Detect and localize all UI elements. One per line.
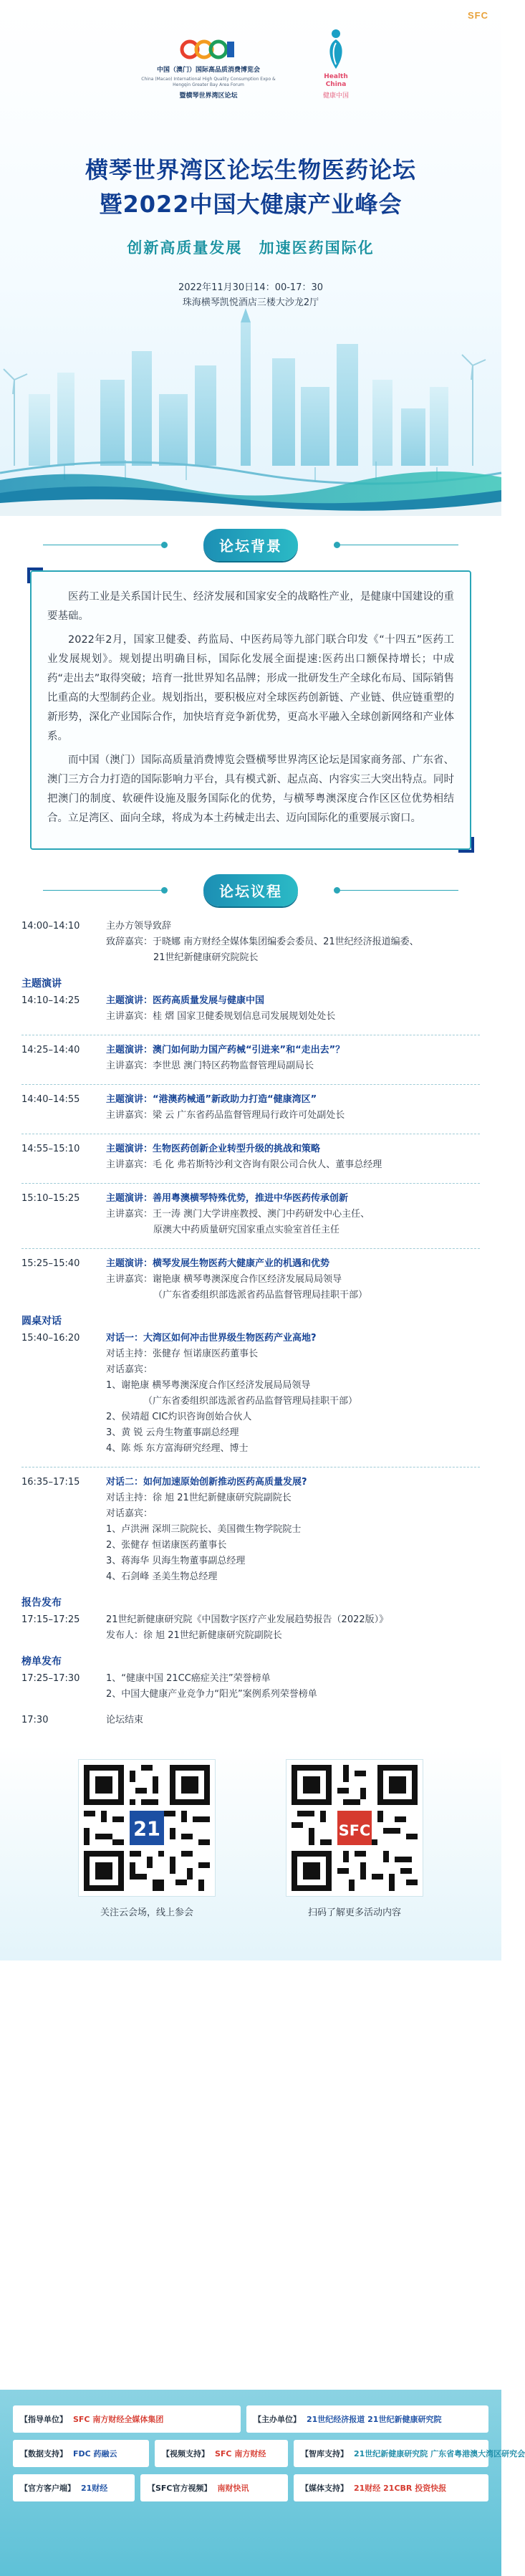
agenda-speaker: 致辞嘉宾：于晓娜 南方财经全媒体集团编委会委员、21世纪经济报道编委、 — [106, 937, 419, 947]
sponsor-label: 【媒体支持】 — [301, 2484, 348, 2493]
sponsor-label: 【智库支持】 — [301, 2449, 348, 2458]
agenda-time: 14:25–14:40 — [21, 1045, 80, 1055]
agenda-time: 15:40–16:20 — [21, 1333, 80, 1344]
agenda-title: 主题演讲：澳门如何助力国产药械“引进来”和“走出去”？ — [106, 1045, 345, 1055]
cice-english-name: China (Macao) International High Quality Consumption Expo & Hengqin Greater Bay Area Forum — [141, 77, 276, 87]
agenda-speaker: 主讲嘉宾：桂 熠 国家卫健委规划信息司发展规划处处长 — [106, 1011, 336, 1022]
sponsor-cell — [13, 2474, 135, 2501]
sponsor-label: 【SFC官方视频】 — [148, 2484, 212, 2493]
china-word: China — [325, 81, 347, 88]
agenda-title: 主题演讲：“港澳药械通”新政助力打造“健康湾区” — [106, 1094, 317, 1105]
agenda-speaker-extra: （广东省委组织部选派省药品监督管理局挂职干部） — [153, 1290, 368, 1301]
sponsor-row — [13, 2405, 488, 2433]
agenda-moderator: 对话主持：张健存 恒诺康医药董事长 — [106, 1349, 259, 1359]
sponsor-cell — [155, 2440, 288, 2467]
sponsor-row — [13, 2474, 488, 2501]
agenda-title: 对话二：如何加速原始创新推动医药高质量发展? — [106, 1477, 307, 1488]
agenda-time: 14:55–15:10 — [21, 1144, 80, 1154]
agenda-title: 对话一：大湾区如何冲击世界级生物医药产业高地? — [106, 1333, 317, 1344]
event-venue: 珠海横琴凯悦酒店三楼大沙龙2厅 — [182, 297, 319, 308]
event-date: 2022年11月30日14：00-17：30 — [178, 282, 324, 293]
agenda-guest-label: 对话嘉宾： — [106, 1364, 153, 1375]
health-china-cn: 健康中国 — [322, 92, 349, 100]
sfc-corner-logo: SFC — [468, 10, 488, 21]
health-china-logo — [307, 29, 365, 100]
sponsor-label: 【官方客户端】 — [20, 2484, 75, 2493]
agenda-time: 15:10–15:25 — [21, 1193, 80, 1204]
agenda-title: 主办方领导致辞 — [106, 921, 172, 932]
agenda-time: 14:10–14:25 — [21, 995, 80, 1006]
agenda-speaker: 发布人：徐 旭 21世纪新健康研究院副院长 — [106, 1630, 282, 1641]
svg-text:21: 21 — [133, 1818, 160, 1841]
agenda-speaker-extra: 原澳大中药质量研究国家重点实验室首任主任 — [153, 1225, 340, 1235]
cice-mark-icon — [180, 37, 237, 62]
agenda-category-roundtable: 圆桌对话 — [21, 1316, 62, 1327]
sponsor-label: 【数据支持】 — [20, 2449, 67, 2458]
sponsor-cell — [13, 2440, 149, 2467]
agenda-guest-extra: （广东省委组织部选派省药品监督管理局挂职干部） — [143, 1396, 358, 1407]
sponsor-label: 【主办单位】 — [254, 2415, 301, 2424]
agenda-item-keynote — [21, 1191, 480, 1238]
agenda-time: 15:25–15:40 — [21, 1258, 80, 1269]
sponsor-logo: FDC 药融云 — [73, 2449, 117, 2458]
qr-more-caption: 扫码了解更多活动内容 — [307, 1907, 401, 1918]
background-heading-label: 论坛背景 — [203, 529, 298, 561]
agenda-guest: 4、石剑峰 圣美生物总经理 — [106, 1571, 218, 1582]
agenda-guest: 2、侯靖超 CIC灼识咨询创始合伙人 — [106, 1412, 252, 1422]
agenda-guest: 2、张健存 恒诺康医药董事长 — [106, 1540, 227, 1551]
agenda-item-keynote — [21, 1141, 480, 1173]
agenda-list-item: 1、“健康中国 21CC癌症关注”荣誉榜单 — [106, 1673, 271, 1684]
agenda-item-opening — [21, 919, 480, 966]
svg-text:SFC: SFC — [338, 1821, 371, 1839]
cice-name: 中国（澳门）国际高品质消费博览会 — [156, 67, 260, 74]
agenda-item-list — [21, 1671, 480, 1703]
agenda-section — [0, 911, 501, 1728]
agenda-heading-label: 论坛议程 — [203, 874, 298, 906]
sponsor-logo: 南财快讯 — [217, 2484, 249, 2493]
sponsor-logo: 21世纪经济报道 21世纪新健康研究院 — [307, 2415, 442, 2424]
qr-more-info[interactable] — [286, 1760, 423, 1918]
cice-subname: 暨横琴世界湾区论坛 — [179, 92, 238, 100]
forum-slogan: 创新高质量发展 加速医药国际化 — [127, 239, 375, 257]
agenda-speaker: 主讲嘉宾：李世思 澳门特区药物监督管理局副局长 — [106, 1060, 314, 1071]
agenda-time: 17:15–17:25 — [21, 1614, 80, 1625]
agenda-heading — [0, 868, 501, 911]
agenda-guest: 3、蒋海华 贝海生物董事副总经理 — [106, 1556, 246, 1566]
agenda-time: 17:30 — [21, 1715, 49, 1725]
agenda-speaker: 主讲嘉宾：毛 化 弗若斯特沙利文咨询有限公司合伙人、董事总经理 — [106, 1159, 382, 1170]
agenda-item-close — [21, 1713, 480, 1728]
background-paragraph: 2022年2月，国家卫健委、药监局、中医药局等九部门联合印发《“十四五”医药工业发展规划》。规划提出明确目标，国际化发展全面提速:医药出口额保持增长；中成药“走出去”取得突破；培育一批世界知名品牌；形成一批研发生产全球化布局、国际销售比重高的大型制药企业。规划指出，要积极应对全球医药创新链、产业链、供应链重塑的新形势，深化产业国际合作，加快培育竞争新优势，更高水平融入全球创新网络和产业体系。 — [47, 634, 454, 742]
agenda-title: 主题演讲：医药高质量发展与健康中国 — [106, 995, 265, 1006]
sponsor-logo: 21世纪新健康研究院 广东省粤港澳大湾区研究会 — [354, 2449, 525, 2458]
health-word: Health — [324, 73, 348, 80]
health-china-figure-icon — [324, 29, 348, 70]
organizer-logos — [0, 29, 501, 100]
qr-section — [0, 1746, 501, 1960]
agenda-category-report: 报告发布 — [21, 1597, 62, 1609]
agenda-moderator: 对话主持：徐 旭 21世纪新健康研究院副院长 — [106, 1493, 292, 1503]
background-card — [30, 570, 471, 850]
qr-online-caption: 关注云会场，线上参会 — [100, 1907, 193, 1918]
agenda-guest: 4、陈 烁 东方富海研究经理、博士 — [106, 1443, 249, 1454]
agenda-title: 主题演讲：善用粤澳横琴特殊优势，推进中华医药传承创新 — [106, 1193, 349, 1204]
agenda-title: 论坛结束 — [106, 1715, 144, 1725]
agenda-guest: 1、卢洪洲 深圳三院院长、美国微生物学院院士 — [106, 1524, 302, 1535]
agenda-speaker-title: 21世纪新健康研究院院长 — [153, 952, 259, 963]
agenda-time: 14:00–14:10 — [21, 921, 80, 932]
agenda-title: 主题演讲：横琴发展生物医药大健康产业的机遇和优势 — [106, 1258, 330, 1269]
agenda-category-list: 榜单发布 — [21, 1656, 62, 1667]
sponsor-cell — [294, 2440, 525, 2467]
background-section — [0, 566, 501, 850]
agenda-speaker: 主讲嘉宾：梁 云 广东省药品监督管理局行政许可处副处长 — [106, 1110, 345, 1121]
agenda-guest: 3、黄 锐 云舟生物董事副总经理 — [106, 1427, 239, 1438]
agenda-item-roundtable — [21, 1475, 480, 1585]
agenda-list-item: 2、中国大健康产业竞争力“阳光”案例系列荣誉榜单 — [106, 1689, 317, 1700]
forum-title: 横琴世界湾区论坛生物医药论坛 — [85, 156, 416, 183]
agenda-category-keynote: 主题演讲 — [21, 978, 62, 990]
sponsor-logo: SFC 南方财经 — [215, 2449, 266, 2458]
agenda-title: 主题演讲：生物医药创新企业转型升级的挑战和策略 — [106, 1144, 321, 1154]
agenda-item-keynote — [21, 993, 480, 1025]
background-heading — [0, 523, 501, 566]
sponsor-cell — [294, 2474, 488, 2501]
agenda-item-keynote — [21, 1256, 480, 1303]
qr-online-venue[interactable] — [79, 1760, 215, 1918]
cice-logo — [137, 37, 280, 100]
agenda-speaker: 主讲嘉宾：王一涛 澳门大学讲座教授、澳门中药研发中心主任、 — [106, 1209, 370, 1220]
agenda-item-report — [21, 1612, 480, 1644]
agenda-time: 16:35–17:15 — [21, 1477, 80, 1488]
agenda-item-keynote — [21, 1043, 480, 1074]
agenda-time: 17:25–17:30 — [21, 1673, 80, 1684]
sponsor-footer — [0, 2390, 525, 2576]
sponsor-label: 【视频支持】 — [162, 2449, 209, 2458]
sponsor-cell — [13, 2405, 241, 2433]
city-skyline-illustration — [0, 308, 501, 516]
background-paragraph: 而中国（澳门）国际高质量消费博览会暨横琴世界湾区论坛是国家商务部、广东省、澳门三方合力打造的国际影响力平台，具有模式新、起点高、内容实三大突出特点。同时把澳门的制度、软硬件设施及服务国际化的优势，与横琴粤澳深度合作区区位优势相结合。立足湾区、面向全球，将成为本土药械走出去、迈向国际化的重要展示窗口。 — [47, 755, 454, 824]
hero-section — [0, 0, 501, 516]
agenda-guest-label: 对话嘉宾： — [106, 1508, 153, 1519]
qr-code-icon — [292, 1765, 418, 1891]
background-paragraph: 医药工业是关系国计民生、经济发展和国家安全的战略性产业，是健康中国建设的重要基础。 — [47, 591, 454, 622]
forum-subtitle: 暨2022中国大健康产业峰会 — [99, 191, 403, 218]
qr-code-icon — [84, 1765, 210, 1891]
agenda-time: 14:40–14:55 — [21, 1094, 80, 1105]
agenda-item-keynote — [21, 1092, 480, 1124]
sponsor-logo: 21财经 — [81, 2484, 108, 2493]
sponsor-cell — [140, 2474, 288, 2501]
agenda-guest: 1、谢艳康 横琴粤澳深度合作区经济发展局局领导 — [106, 1380, 311, 1391]
agenda-title: 21世纪新健康研究院《中国数字医疗产业发展趋势报告（2022版）》 — [106, 1614, 389, 1625]
agenda-item-roundtable — [21, 1331, 480, 1457]
sponsor-label: 【指导单位】 — [20, 2415, 67, 2424]
sponsor-logo: SFC 南方财经全媒体集团 — [73, 2415, 164, 2424]
sponsor-row — [13, 2440, 525, 2467]
sponsor-cell — [246, 2405, 488, 2433]
sponsor-logo: 21财经 21CBR 投资快报 — [354, 2484, 447, 2493]
agenda-speaker: 主讲嘉宾：谢艳康 横琴粤澳深度合作区经济发展局局领导 — [106, 1274, 342, 1285]
